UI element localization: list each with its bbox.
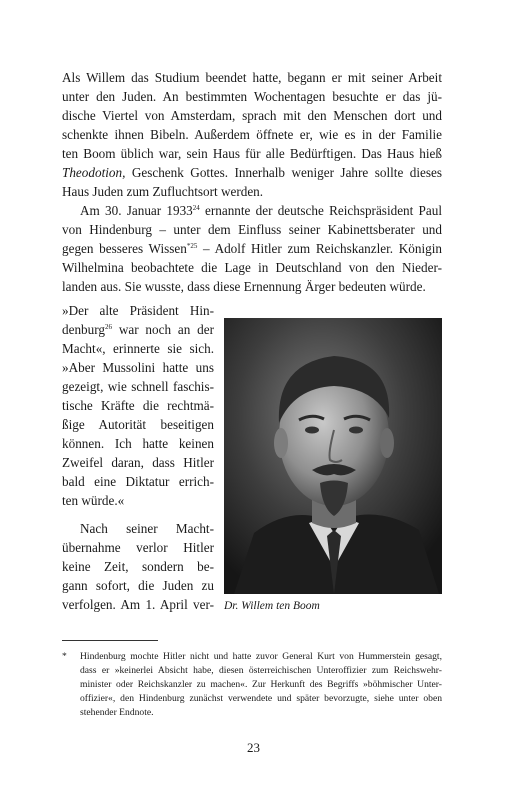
text-line: Macht«, erinnerte sie sich.	[62, 341, 214, 356]
footnote-ref: 26	[104, 323, 112, 331]
text-line: verfolgen. Am 1. April ver-	[62, 597, 214, 612]
footnote-line: offizier«, den Hindenburg zunächst verwendete und später bevorzugte, siehe unter oben	[80, 693, 442, 704]
footnote-line: minister oder Reichskanzler zu machen«. Zur Herkunft des Begriffs »böhmischer Unter-	[80, 679, 442, 690]
text-line: ten würde.«	[62, 493, 125, 508]
text-line	[62, 163, 442, 182]
text-line: Nach seiner Macht-	[80, 521, 214, 536]
footnote-line: stehender Endnote.	[80, 707, 154, 718]
text-segment: Am 30. Januar 1933	[80, 203, 193, 218]
text-line: schenkte ihnen Bibeln. Außerdem öffnete er, wie es in der Familie	[62, 127, 442, 142]
text-line: keine Zeit, sondern be-	[62, 559, 214, 574]
footnote-ref: *25	[186, 242, 198, 250]
footnote-line: Hindenburg mochte Hitler nicht und hatte zuvor General Kurt von Hummerstein gesagt,	[80, 651, 442, 662]
text-line: können. Ich hatte keinen	[62, 436, 214, 451]
text-line: landen aus. Sie wusste, dass diese Ernennung Ärger bedeuten würde.	[62, 279, 426, 294]
footnote-ref: 24	[192, 204, 200, 212]
text-line: dische Viertel von Amsterdam, sprach mit den Menschen dort und	[62, 108, 442, 123]
text-line: ten Boom üblich war, sein Haus für alle Bedürftigen. Das Haus hieß	[62, 146, 442, 161]
footnote-divider	[62, 640, 158, 641]
text-segment: ernannte der deutsche Reichspräsident Paul	[199, 203, 442, 218]
text-line: Haus Juden zum Zufluchtsort werden.	[62, 184, 264, 199]
text-line	[62, 201, 442, 220]
text-line	[62, 239, 442, 258]
text-line: gann sofort, die Juden zu	[62, 578, 214, 593]
text-line: Wilhelmina beobachtete die Lage in Deutschland von den Nieder-	[62, 260, 442, 275]
text-line: »Der alte Präsident Hin-	[62, 303, 214, 318]
text-line: »Aber Mussolini hatte uns	[62, 360, 214, 375]
text-segment: gegen besseres Wissen	[62, 241, 187, 256]
text-line: ßige Autorität beseitigen	[62, 417, 214, 432]
portrait-photo	[224, 318, 442, 594]
page-number: 23	[247, 740, 260, 755]
italic-word: Theodotion,	[62, 165, 126, 180]
photo-caption: Dr. Willem ten Boom	[224, 600, 320, 612]
text-line: unter den Juden. An bestimmten Wochentagen besuchte er das jü-	[62, 89, 442, 104]
text-line: von Hindenburg – unter dem Einfluss seiner Kabinettsberater und	[62, 222, 442, 237]
text-line	[62, 320, 214, 339]
text-line: übernahme verlor Hitler	[62, 540, 214, 555]
text-segment: – Adolf Hitler zum Reichskanzler. Königin	[197, 241, 442, 256]
footnote-line: dass er »keinerlei Absicht habe, diesen österreichischen Unteroffizier zum Reichswehr-	[80, 665, 442, 676]
text-segment: Geschenk Gottes. Innerhalb weniger Jahre sollte dieses	[125, 165, 442, 180]
text-line: gezeigt, wie schnell faschis-	[62, 379, 214, 394]
text-line: Als Willem das Studium beendet hatte, begann er mit seiner Arbeit	[62, 70, 442, 85]
text-line: bald eine Diktatur errich-	[62, 474, 214, 489]
text-line: tische Kräfte die rechtmä-	[62, 398, 214, 413]
text-line: Zweifel daran, dass Hitler	[62, 455, 214, 470]
footnote-mark: *	[62, 651, 67, 662]
text-segment: denburg	[62, 322, 105, 337]
text-segment: war noch an der	[111, 322, 214, 337]
portrait-illustration	[224, 318, 442, 594]
